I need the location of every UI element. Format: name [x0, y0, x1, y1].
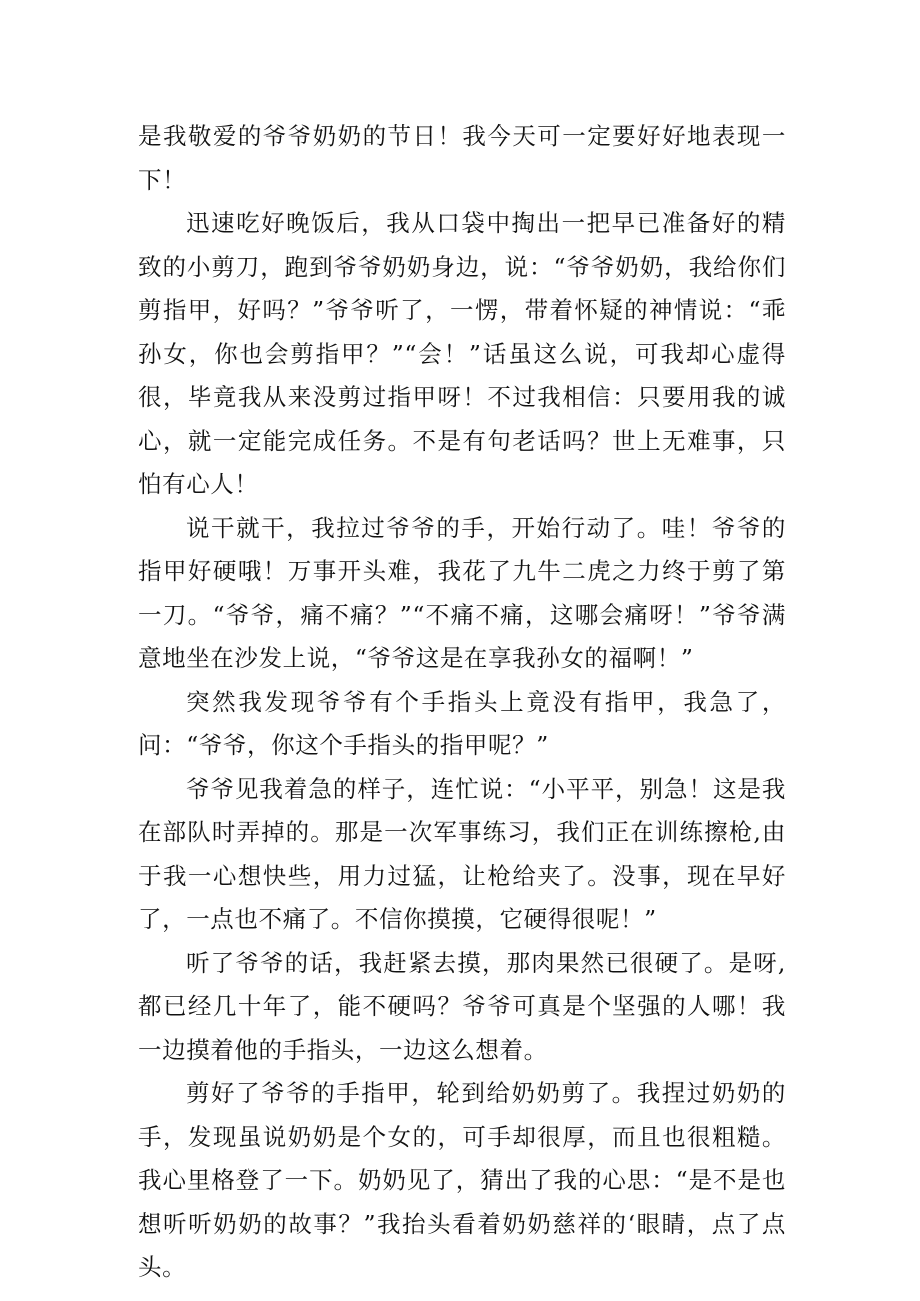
paragraph-7: 剪好了爷爷的手指甲，轮到给奶奶剪了。我捏过奶奶的手，发现虽说奶奶是个女的，可手却很厚，而且也很粗糙。我心里格登了一下。奶奶见了，猜出了我的心思：“是不是也想听听奶奶的故事？”我抬头看着奶奶慈祥的‘眼睛，点了点头。 [138, 1079, 786, 1281]
paragraph-5: 爷爷见我着急的样子，连忙说：“小平平，别急！这是我在部队时弄掉的。那是一次军事练习，我们正在训练擦枪,由于我一心想快些，用力过猛，让枪给夹了。没事，现在早好了，一点也不痛了。不信你摸摸，它硬得很呢！” [138, 774, 786, 933]
paragraph-1: 是我敬爱的爷爷奶奶的节日！我今天可一定要好好地表现一下！ [138, 122, 786, 194]
paragraph-4: 突然我发现爷爷有个手指头上竟没有指甲，我急了，问：“爷爷，你这个手指头的指甲呢？” [138, 687, 786, 759]
paragraph-3: 说干就干，我拉过爷爷的手，开始行动了。哇！爷爷的指甲好硬哦！万事开头难，我花了九牛二虎之力终于剪了第一刀。“爷爷，痛不痛？”“不痛不痛，这哪会痛呀！”爷爷满意地坐在沙发上说，“爷爷这是在享我孙女的福啊！” [138, 513, 786, 672]
paragraph-2: 迅速吃好晚饭后，我从口袋中掏出一把早已准备好的精致的小剪刀，跑到爷爷奶奶身边，说：“爷爷奶奶，我给你们剪指甲，好吗？”爷爷听了，一愣，带着怀疑的神情说：“乖孙女，你也会剪指甲？”“会！”话虽这么说，可我却心虚得很，毕竟我从来没剪过指甲呀！不过我相信：只要用我的诚心，就一定能完成任务。不是有句老话吗？世上无难事，只怕有心人！ [138, 209, 786, 498]
document-body [138, 115, 786, 1290]
paragraph-6: 听了爷爷的话，我赶紧去摸，那肉果然已很硬了。是呀,都已经几十年了，能不硬吗？爷爷可真是个坚强的人哪！我一边摸着他的手指头，一边这么想着。 [138, 948, 786, 1064]
